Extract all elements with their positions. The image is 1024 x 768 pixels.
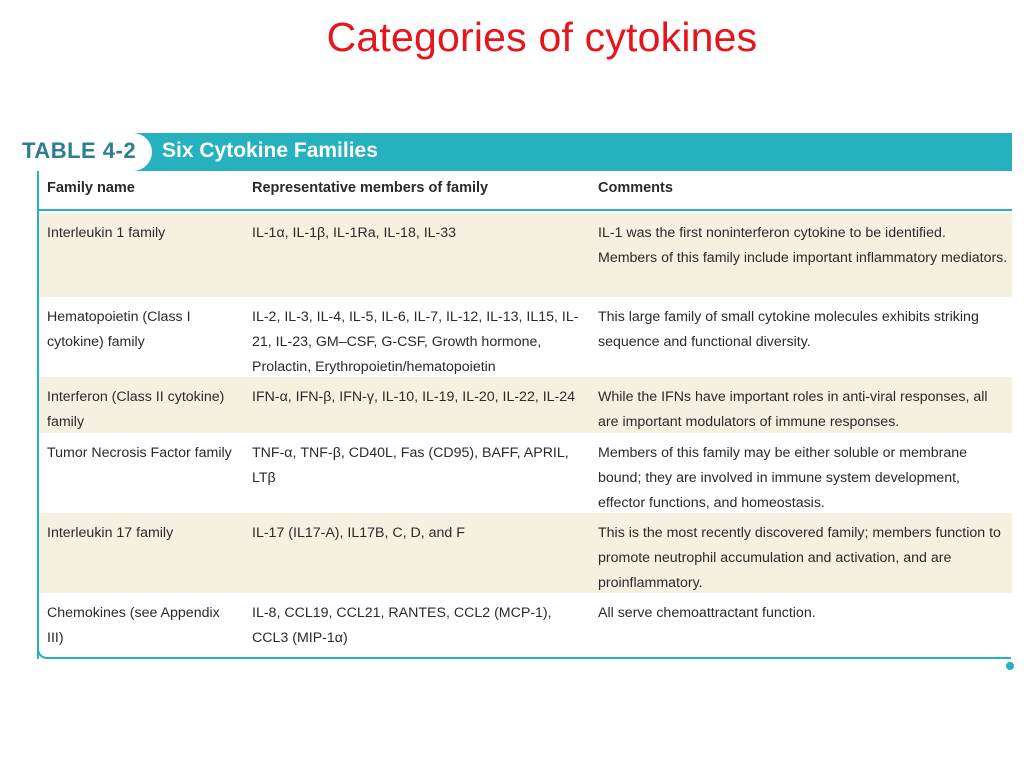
cell-family: Tumor Necrosis Factor family bbox=[47, 445, 232, 461]
cell-family: Interferon (Class II cytokine) family bbox=[47, 389, 225, 430]
cell-members: IL-8, CCL19, CCL21, RANTES, CCL2 (MCP-1), CCL3 (MIP-1α) bbox=[252, 605, 552, 646]
table-label-tab bbox=[10, 133, 152, 171]
table-row bbox=[39, 377, 1012, 433]
header-family-name: Family name bbox=[47, 180, 135, 196]
cell-members: TNF-α, TNF-β, CD40L, Fas (CD95), BAFF, APRIL, LTβ bbox=[252, 445, 569, 486]
table-row bbox=[39, 593, 1012, 657]
table-row bbox=[39, 297, 1012, 377]
cell-members: IFN-α, IFN-β, IFN-γ, IL-10, IL-19, IL-20, IL-22, IL-24 bbox=[252, 389, 576, 405]
header-comments: Comments bbox=[598, 180, 673, 196]
cell-comments: IL-1 was the first noninterferon cytokine to be identified. Members of this family include important inflammatory mediators. bbox=[598, 225, 1008, 266]
cell-family: Hematopoietin (Class I cytokine) family bbox=[47, 309, 191, 350]
cell-members: IL-17 (IL17-A), IL17B, C, D, and F bbox=[252, 525, 465, 541]
cell-comments: This large family of small cytokine molecules exhibits striking sequence and functional diversity. bbox=[598, 309, 979, 350]
table-body bbox=[39, 213, 1012, 657]
table-row bbox=[39, 513, 1012, 593]
slide-title: Categories of cytokines bbox=[326, 14, 758, 60]
table-header-row bbox=[39, 171, 1012, 211]
cell-members: IL-2, IL-3, IL-4, IL-5, IL-6, IL-7, IL-12, IL-13, IL15, IL-21, IL-23, GM–CSF, G-CSF, Growth hormone, Prolactin, Erythropoietin/hematopoietin bbox=[252, 309, 579, 375]
cell-comments: Members of this family may be either soluble or membrane bound; they are involved in immune system development, effector functions, and homeostasis. bbox=[598, 445, 968, 511]
cell-comments: While the IFNs have important roles in anti-viral responses, all are important modulators of immune responses. bbox=[598, 389, 988, 430]
cell-comments: All serve chemoattractant function. bbox=[598, 605, 816, 621]
cell-family: Interleukin 1 family bbox=[47, 225, 166, 241]
header-representative-members: Representative members of family bbox=[252, 180, 489, 196]
table-end-dot bbox=[1006, 662, 1014, 670]
table-label: TABLE 4-2 bbox=[22, 138, 137, 163]
table-title: Six Cytokine Families bbox=[162, 139, 378, 162]
cell-members: IL-1α, IL-1β, IL-1Ra, IL-18, IL-33 bbox=[252, 225, 457, 241]
cell-comments: This is the most recently discovered family; members function to promote neutrophil accumulation and activation, and are proinflammatory. bbox=[598, 525, 1001, 591]
cell-family: Chemokines (see Appendix III) bbox=[47, 605, 220, 646]
cell-family: Interleukin 17 family bbox=[47, 525, 174, 541]
table-row bbox=[39, 433, 1012, 513]
table-banner bbox=[10, 133, 1012, 171]
cytokine-table bbox=[10, 133, 1012, 671]
table-row bbox=[39, 213, 1012, 297]
